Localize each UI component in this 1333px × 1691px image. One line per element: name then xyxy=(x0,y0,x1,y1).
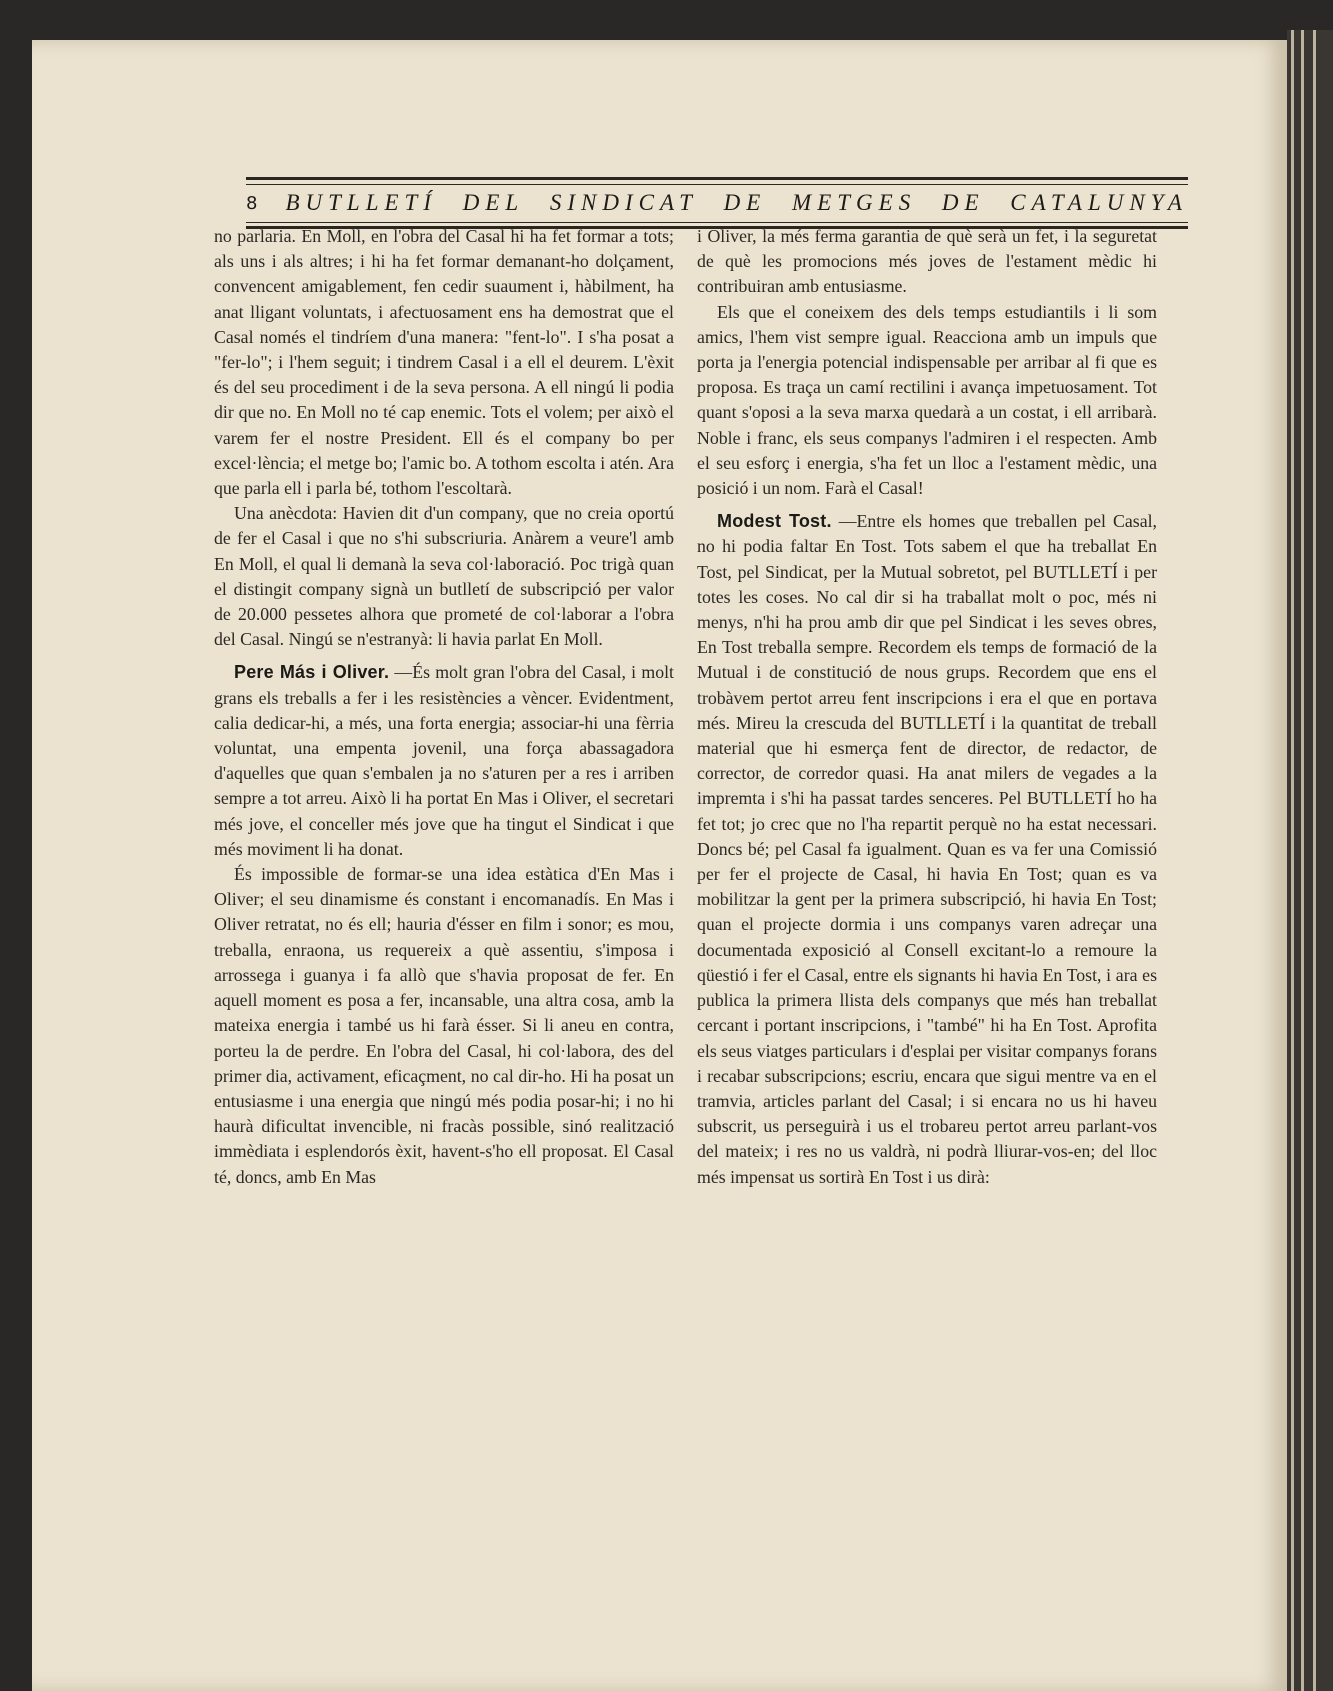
paragraph-moll-tribute: no parlaria. En Moll, en l'obra del Casal hi ha fet formar a tots; als uns i als altres; i hi ha fet formar demanant-ho dolçament, convencent amigablement, fen cedir suaument i, hàbilment, ha anat lligant voluntats, i afectuosament ens ha demostrat que el Casal només el tindríem d'una manera: "fent-lo". I s'ha posat a "fer-lo"; i l'hem seguit; i tindrem Casal i a ell el deurem. L'èxit és del seu procediment i de la seva persona. A ell ningú li podia dir que no. En Moll no té cap enemic. Tots el volem; per això el varem fer el nostre President. Ell és el company bo per excel·lència; el metge bo; l'amic bo. A tothom escolta i atén. Ara que parla ell i parla bé, tothom l'escoltarà. xyxy=(214,226,674,499)
header-rule-top-thick xyxy=(246,177,1188,180)
paragraph-mas-oliver-dynamism: És impossible de formar-se una idea estàtica d'En Mas i Oliver; el seu dinamisme és constant i encomanadís. En Mas i Oliver retratat, no és ell; hauria d'ésser en film i sonor; es mou, treballa, enraona, us requereix a què assentiu, s'imposa i arrossega i guanya i fa allò que s'havia proposat de fer. En aquell moment es posa a fer, incansable, una altra cosa, amb la mateixa energia i també us hi farà ésser. Si li aneu en contra, porteu la de perdre. En l'obra del Casal, hi col·labora, des del primer dia, activament, eficaçment, no cal dir-ho. Hi ha posat un entusiasme i una energia que ningú més podia posar-hi; i no hi haurà dificultat invencible, ni fracàs possible, sinó realització immèdiata i esplendorós èxit, havent-s'ho ell proposat. El Casal té, doncs, amb En Mas xyxy=(214,864,674,1187)
journal-title-word: DE xyxy=(941,190,985,215)
section-body-mas-oliver: —És molt gran l'obra del Casal, i molt grans els treballs a fer i les resistències a vèncer. Evidentment, calia dedicar-hi, a més, una forta energia; associar-hi una fèrria voluntat, una empenta jovenil, una força abassagadora d'aquelles que quan s'embalen ja no s'aturen per a res i arriben sempre a tot arreu. Això li ha portat En Mas i Oliver, el secretari més jove, el conceller més jove que ha tingut el Sindicat i que més moviment li ha donat. xyxy=(214,662,674,859)
running-header xyxy=(246,177,1188,229)
section-body-tost: —Entre els homes que treballen pel Casal, no hi podia faltar En Tost. Tots sabem el que ha treballat En Tost, pel Sindicat, per la Mutual sobretot, pel BUTLLETÍ i per totes les coses. No cal dir si ha traballat molt o poc, més ni menys, n'hi ha prou amb dir que pel Sindicat i les seves obres, En Tost treballa sempre. Recordem els temps de formació de la Mutual i de constitució de nous grups. Recordem que ens el trobàvem pertot arreu fent inscripcions i era el que en portava més. Mireu la crescuda del BUTLLETÍ i la quantitat de treball material que hi esmerça fent de director, de redactor, de corrector, de corredor quasi. Ha anat milers de vegades a la impremta i s'hi ha passat tardes senceres. Pel BUTLLETÍ ho ha fet tot; jo crec que no l'ha repartit perquè no ha estat necessari. Doncs bé; pel Casal fa igualment. Quan es va fer una Comissió per fer el projecte de Casal, hi havia En Tost; quan es va mobilitzar la gent per la primera subscripció, hi havia En Tost; quan el projecte dormia i uns companys varen adreçar una documentada exposició al Consell excitant-lo a remoure la qüestió i fer el Casal, entre els signants hi havia En Tost, i ara es publica la primera llista dels companys que més han treballat cercant i portant inscripcions, i "també" hi ha En Tost. Aprofita els seus viatges particulars i d'esplai per visitar companys forans i recabar subscripcions; escriu, encara que sigui mentre va en el tramvia, articles parlant del Casal; i si encara no us hi haveu subscrit, us perseguirà i us el trobareu pertot arreu parlant-vos del mateix; i res no us valdrà, ni podrà lliurar-vos-en; del lloc més impensat us sortirà En Tost i us dirà: xyxy=(697,511,1157,1187)
page-number: 8 xyxy=(246,192,258,214)
section-heading-mas-oliver: Pere Más i Oliver. xyxy=(234,662,390,683)
journal-title-word: CATALUNYA xyxy=(1010,190,1188,215)
book-page-edge xyxy=(1287,30,1333,1691)
page-edge-sheet xyxy=(1301,30,1304,1691)
paragraph-mas-oliver-character: Els que el coneixem des dels temps estudiantils i li som amics, l'hem vist sempre igual. Reacciona amb un impuls que porta ja l'energia potencial indispensable per arribar al fi que es proposa. Es traça un camí rectilini i avança impetuosament. Tot quant s'oposi a la seva marxa quedarà a un costat, i ell arribarà. Noble i franc, els seus companys l'admiren i el respecten. Amb el seu esforç i energia, s'ha fet un lloc a l'estament mèdic, una posició i un nom. Farà el Casal! xyxy=(697,301,1157,499)
header-rule-bottom-thin xyxy=(246,222,1188,223)
header-row xyxy=(246,187,1188,219)
section-heading-tost: Modest Tost. xyxy=(717,511,832,532)
page-edge-sheet xyxy=(1291,30,1294,1691)
section-modest-tost xyxy=(697,509,1157,1189)
paragraph-anecdote: Una anècdota: Havien dit d'un company, que no creia oportú de fer el Casal i que no s'hi subscriuria. Anàrem a veure'l amb En Moll, el qual li demanà la seva col·laboració. Poc trigà quan el distingit company signà un butlletí de subscripció per valor de 20.000 pessetes alhora que prometé de col·laborar a l'obra del Casal. Ningú se n'estranyà: li havia parlat En Moll. xyxy=(214,503,674,650)
paragraph-mas-oliver-guarantee: i Oliver, la més ferma garantia de què serà un fet, i la seguretat de què les promocions més joves de l'estament mèdic hi contribuiran amb entusiasme. xyxy=(697,226,1157,297)
journal-title xyxy=(285,190,1188,216)
right-column xyxy=(697,224,1157,1190)
section-pere-mas-oliver xyxy=(214,660,674,862)
page-edge-sheet xyxy=(1313,30,1316,1691)
left-column xyxy=(214,224,674,1190)
header-rule-top-thin xyxy=(246,184,1188,185)
journal-title-word: BUTLLETÍ xyxy=(285,190,437,215)
journal-title-word: METGES xyxy=(792,190,917,215)
journal-title-word: SINDICAT xyxy=(549,190,698,215)
journal-title-word: DEL xyxy=(462,190,525,215)
journal-title-word: DE xyxy=(723,190,767,215)
